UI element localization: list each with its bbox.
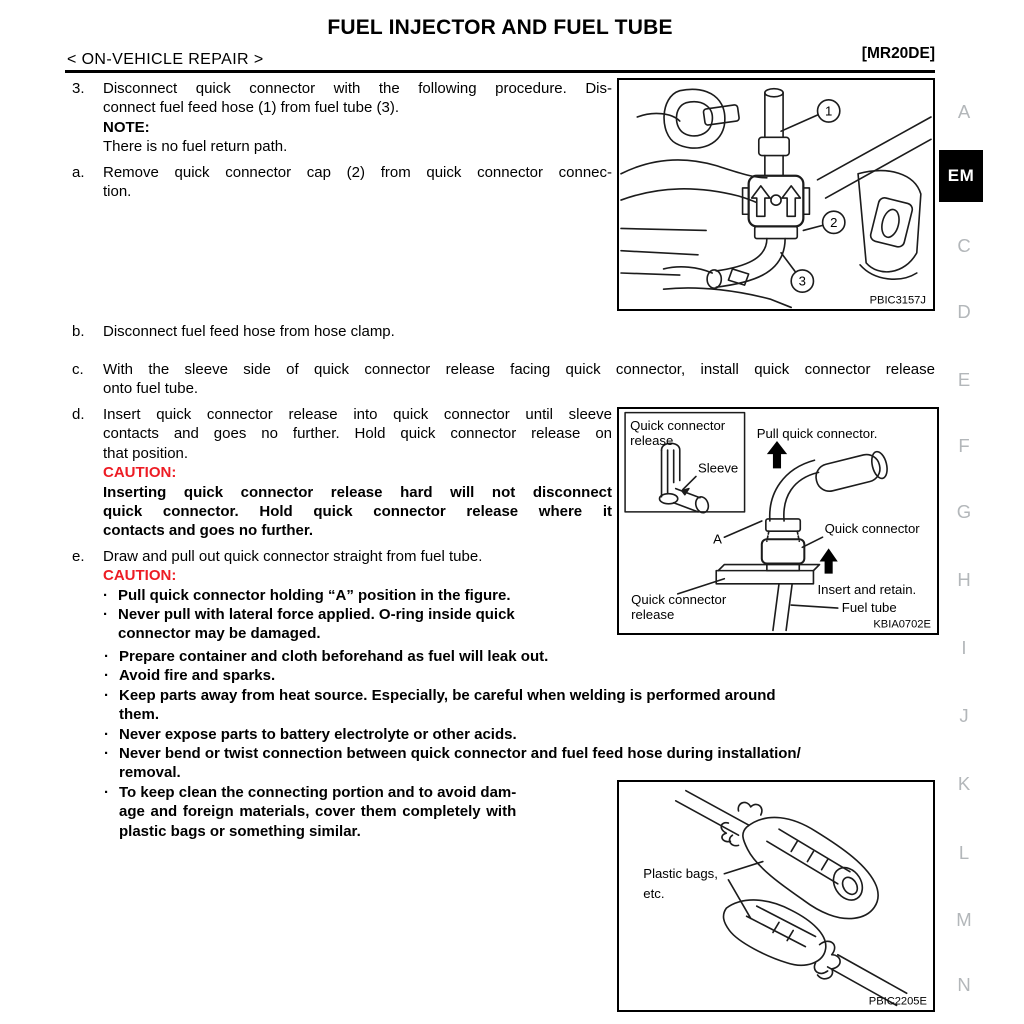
step-text: Disconnect quick connector with the following procedure. Dis- connect fuel feed hose (1) from fuel tube (3). — [103, 80, 612, 117]
step-text: With the sleeve side of quick connector release facing quick connector, install quick connector release onto fuel tube. — [103, 360, 935, 398]
caution-bullet — [103, 586, 612, 605]
step-text: Disconnect fuel feed hose from hose clamp. — [103, 323, 395, 340]
bullet-text: Never bend or twist connection between quick connector and fuel feed hose during installation/ removal. — [119, 745, 801, 782]
procedure-block-lower — [72, 405, 612, 644]
section-index-e: E — [957, 369, 971, 390]
callout-1: 1 — [825, 103, 833, 119]
pull-label: Pull quick connector. — [756, 425, 878, 441]
step-text: Remove quick connector cap (2) from quick connector connec- tion. — [103, 163, 612, 201]
bullet-text: To keep clean the connecting portion and to avoid dam- age and foreign materials, cover them completely with plastic bags or something similar. — [119, 784, 517, 840]
caution-label: CAUTION: — [103, 464, 177, 482]
figure-code: KBIA0702E — [873, 618, 931, 631]
page-title: FUEL INJECTOR AND FUEL TUBE — [327, 16, 673, 39]
figure-quick-connector-location — [617, 78, 935, 311]
bullet-text: Pull quick connector holding “A” position in the figure. — [118, 586, 511, 604]
caution-bullet — [104, 686, 935, 725]
caution-bullet — [104, 725, 935, 744]
release-tool-illustration — [619, 409, 937, 633]
fuel-tube-label: Fuel tube — [841, 600, 897, 616]
step-d — [72, 405, 612, 541]
bullet-icon: · — [104, 745, 109, 763]
step-number: a. — [72, 163, 85, 181]
callout-3: 3 — [798, 273, 806, 289]
note-label: NOTE: — [103, 118, 150, 136]
step-b — [72, 322, 935, 341]
section-index-f: F — [958, 435, 970, 456]
callout-2: 2 — [830, 214, 838, 230]
engine-code-badge: [MR20DE] — [861, 45, 935, 62]
figure-quick-connector-release — [617, 407, 939, 635]
step-number: c. — [72, 360, 84, 378]
caution-bullet — [104, 783, 612, 841]
step-number: d. — [72, 406, 85, 423]
bullet-text: Avoid fire and sparks. — [119, 667, 276, 685]
caution-label: CAUTION: — [103, 567, 177, 585]
section-index-h: H — [957, 569, 971, 590]
caution-list-narrow — [104, 783, 612, 841]
procedure-block-mid — [72, 322, 935, 399]
figure-plastic-bag-cover — [617, 780, 935, 1012]
step-number: 3. — [72, 80, 85, 97]
section-index-c: C — [957, 235, 971, 256]
section-index-k: K — [957, 773, 971, 794]
caution-bullet — [103, 605, 612, 644]
section-index-g: G — [956, 501, 972, 522]
plastic-bags-label-line2: etc. — [643, 886, 665, 902]
bullet-icon: · — [104, 648, 109, 665]
bullet-icon: · — [103, 606, 108, 624]
bullet-text: Keep parts away from heat source. Especially, be careful when welding is performed around them. — [119, 686, 776, 724]
bullet-icon: · — [104, 725, 109, 743]
section-index-j: J — [959, 705, 969, 726]
bullet-icon: · — [104, 686, 109, 704]
quick-connector-label: Quick connector — [824, 521, 920, 537]
step-c — [72, 360, 935, 399]
section-index-em-active: EM — [939, 150, 983, 202]
step-e — [72, 547, 612, 644]
inset-label-line1: Quick connector — [630, 417, 726, 433]
inset-label-line2: release — [630, 433, 674, 449]
figure-code: PBIC3157J — [869, 294, 926, 307]
step-number: e. — [72, 547, 85, 565]
section-index-i: I — [961, 637, 967, 658]
release-label-line2: release — [631, 607, 675, 623]
caution-text: Inserting quick connector release hard will not disconnect quick connector. Hold quick connector release where it contacts and goes no further. — [103, 483, 612, 540]
caution-bullet — [104, 744, 935, 783]
sleeve-label: Sleeve — [697, 460, 739, 476]
section-index-m: M — [956, 909, 972, 930]
step-text: Insert quick connector release into quick connector until sleeve contacts and goes no further. Hold quick connector release on that position. — [103, 406, 612, 462]
release-label-line1: Quick connector — [631, 592, 727, 608]
step-text: Draw and pull out quick connector straight from fuel tube. — [103, 547, 483, 565]
procedure-block-top — [72, 79, 612, 201]
caution-bullet — [104, 666, 935, 685]
engine-bay-illustration — [619, 80, 933, 309]
step-a — [72, 163, 612, 202]
bullet-text: Prepare container and cloth beforehand as fuel will leak out. — [119, 648, 549, 665]
bullet-icon: · — [104, 667, 109, 685]
header-rule — [65, 70, 935, 73]
bullet-icon: · — [103, 586, 108, 604]
bullet-icon: · — [104, 784, 109, 801]
insert-retain-label: Insert and retain. — [817, 581, 917, 597]
section-index-l: L — [958, 842, 970, 863]
section-index-d: D — [957, 301, 971, 322]
section-index-a: A — [957, 101, 971, 122]
a-label: A — [713, 531, 722, 547]
plastic-bag-illustration — [619, 782, 933, 1010]
step-3 — [72, 79, 612, 157]
caution-list-wide — [104, 647, 935, 783]
bullet-text: Never pull with lateral force applied. O-ring inside quick connector may be damaged. — [118, 606, 515, 643]
bullet-text: Never expose parts to battery electrolyte or other acids. — [119, 725, 517, 743]
plastic-bags-label-line1: Plastic bags, — [643, 865, 718, 881]
caution-bullet — [104, 647, 935, 666]
section-index-n: N — [957, 974, 971, 995]
section-heading: < ON-VEHICLE REPAIR > — [67, 51, 264, 68]
step-number: b. — [72, 323, 85, 340]
figure-code: PBIC2205E — [868, 995, 927, 1008]
note-text: There is no fuel return path. — [103, 138, 288, 156]
